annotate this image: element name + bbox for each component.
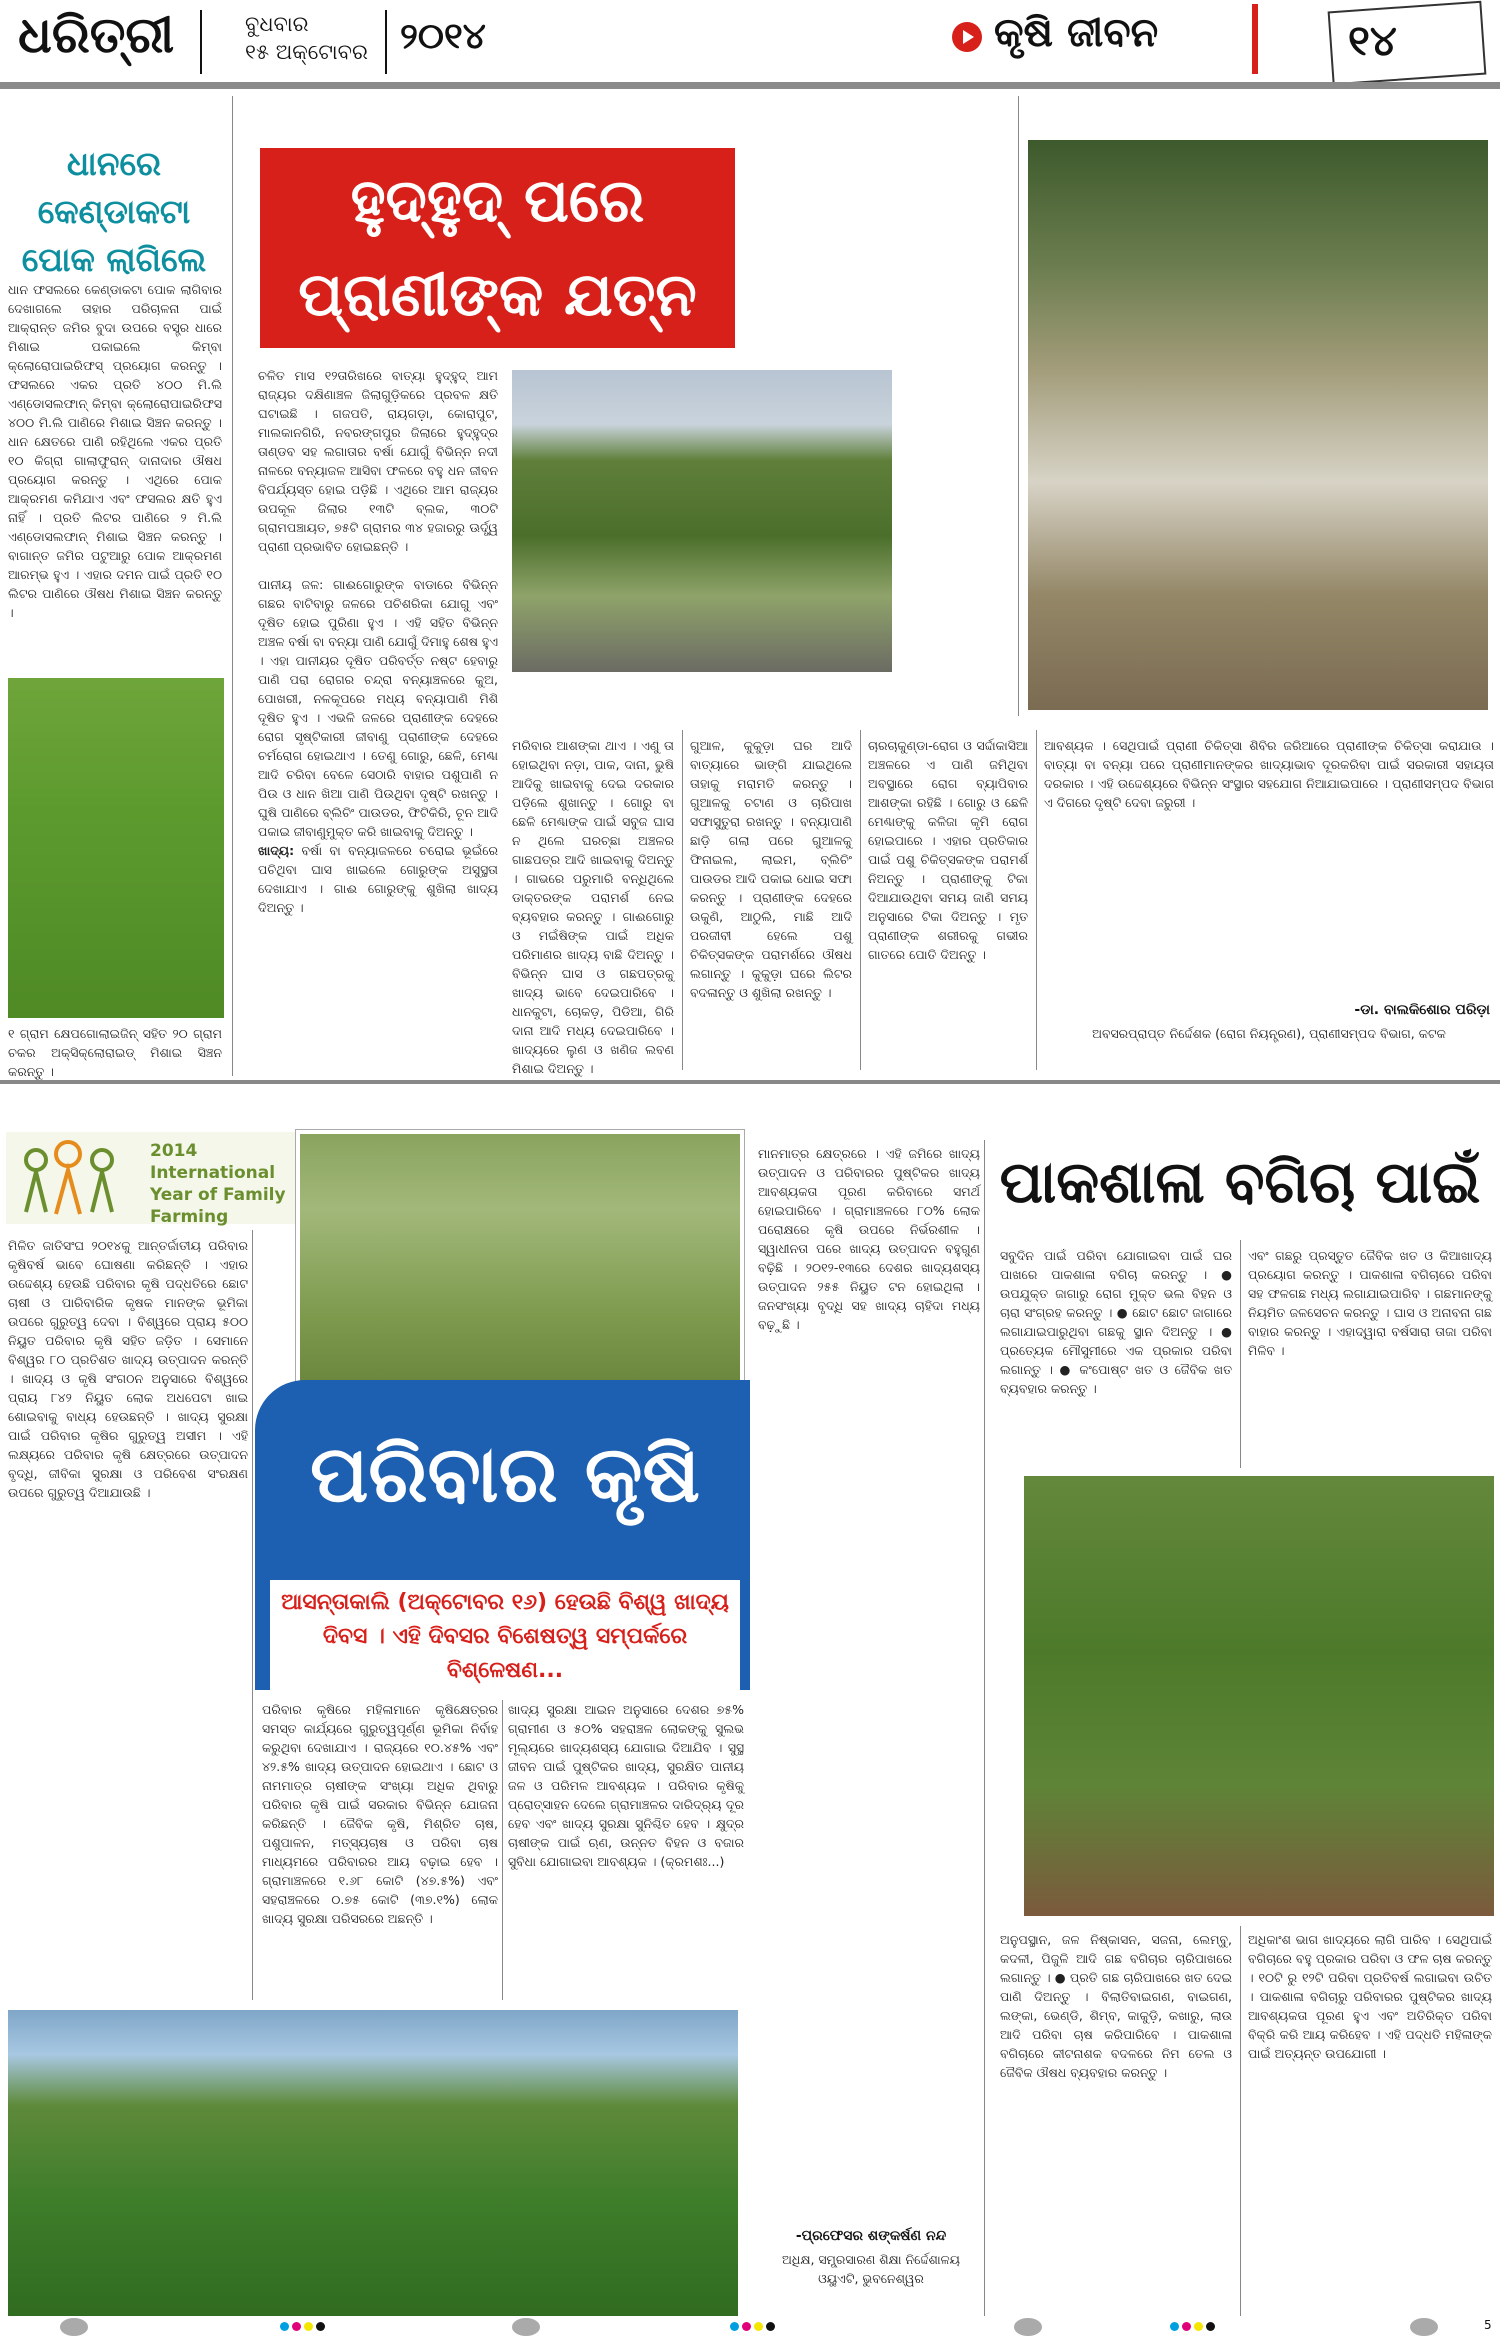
- family-farming-byline: -ପ୍ରଫେସର ଶଙ୍କର୍ଷଣ ନନ୍ଦ: [795, 2228, 947, 2244]
- kitchen-garden-headline: ପାକଶାଳା ବଗିଚା ପାଇଁ: [999, 1148, 1481, 1216]
- column-divider: [1018, 96, 1019, 716]
- kitchen-garden-col-c: ଅନୁପସ୍ଥାନ, ଜଳ ନିଷ୍କାସନ, ସଜନା, ଲେମ୍ବୁ, କଦଳୀ, ପିଜୁଳି ଆଦି ଗଛ ବଗିଚାର ଚାରିପାଖରେ ଲଗାନ୍ତୁ । ● ପ୍ରତି ଗଛ ଚାରିପାଖରେ ଖତ ଦେଇ ପାଣି ଦିଅନ୍ତୁ । ବିଲାତିବାଇଗଣ, ବାଇଗଣ, ଲଙ୍କା, ଭେଣ୍ଡି, ଶିମ୍ବ, କାକୁଡ଼ି, କଖାରୁ, ଲାଉ ଆଦି ପରିବା ଚାଷ କରିପାରିବେ । ପାକଶାଳା ବଗିଚାରେ କୀଟନାଶକ ବଦଳରେ ନିମ ତେଲ ଓ ଜୈବିକ ଔଷଧ ବ୍ୟବହାର କରନ୍ତୁ ।: [1000, 1932, 1232, 2080]
- fallen-tree-photo: [512, 370, 892, 672]
- registration-mark-icon: [60, 2318, 88, 2336]
- date-label: ୧୫ ଅକ୍ଟୋବର: [245, 40, 368, 64]
- masthead-title: ଧରିତ୍ରୀ: [18, 6, 175, 64]
- kitchen-garden-col-d: ଅଧିକାଂଶ ଭାଗ ଖାଦ୍ୟରେ ଲାଗି ପାରିବ । ସେଥିପାଇଁ ବଗିଚାରେ ବହୁ ପ୍ରକାର ପରିବା ଓ ଫଳ ଚାଷ କରନ୍ତୁ । ୧୦ଟି ରୁ ୧୨ଟି ପରିବା ପ୍ରତିବର୍ଷ ଲଗାଇବା ଉଚିତ । ପାକଶାଳା ବଗିଚାରୁ ପରିବାରର ପୁଷ୍ଟିକର ଖାଦ୍ୟ ଆବଶ୍ୟକତା ପୂରଣ ହୁଏ ଏବଂ ଅତିରିକ୍ତ ପରିବା ବିକ୍ରି କରି ଆୟ କରିହେବ । ଏହି ପଦ୍ଧତି ମହିଳାଙ୍କ ପାଇଁ ଅତ୍ୟନ୍ତ ଉପଯୋଗୀ ।: [1248, 1932, 1492, 2061]
- day-label: ବୁଧବାର: [245, 12, 309, 36]
- registration-mark-icon: [1014, 2318, 1042, 2336]
- section-title: କୃଷି ଜୀବନ: [994, 10, 1159, 56]
- family-farming-left-body: [8, 1236, 248, 1996]
- column-divider: [860, 730, 861, 1070]
- column-divider: [502, 1700, 503, 2000]
- black-dot-icon: [766, 2322, 775, 2331]
- yellow-dot-icon: [754, 2322, 763, 2331]
- kitchen-garden-col-a: ସବୁଦିନ ପାଇଁ ପରିବା ଯୋଗାଇବା ପାଇଁ ଘର ପାଖରେ ପାକଶାଳା ବଗିଚା କରନ୍ତୁ । ● ଉପଯୁକ୍ତ ଜାଗାରୁ ରୋଗ ମୁକ୍ତ ଭଲ ବିହନ ଓ ଚାରା ସଂଗ୍ରହ କରନ୍ତୁ । ● ଛୋଟ ଛୋଟ ଜାଗାରେ ଲଗାଯାଇପାରୁଥିବା ଗଛକୁ ସ୍ଥାନ ଦିଅନ୍ତୁ । ● ପ୍ରତ୍ୟେକ ମୌସୁମୀରେ ଏକ ପ୍ରକାର ପରିବା ଲଗାନ୍ତୁ । ● କଂପୋଷ୍ଟ ଖତ ଓ ଜୈବିକ ଖତ ବ୍ୟବହାର କରନ୍ତୁ ।: [1000, 1248, 1232, 1396]
- family-in-field-photo: [8, 2010, 738, 2328]
- black-dot-icon: [316, 2322, 325, 2331]
- black-dot-icon: [1206, 2322, 1215, 2331]
- left-column-body: [8, 280, 222, 670]
- family-farming-left-text: ମିଳିତ ଜାତିସଂଘ ୨୦୧୪କୁ ଆନ୍ତର୍ଜାତୀୟ ପରିବାର କୃଷିବର୍ଷ ଭାବେ ଘୋଷଣା କରିଛନ୍ତି । ଏହାର ଉଦ୍ଦେଶ୍ୟ ହେଉଛି ପରିବାର କୃଷି ପଦ୍ଧତିରେ ଛୋଟ ଚାଷୀ ଓ ପାରିବାରିକ କୃଷକ ମାନଙ୍କ ଭୂମିକା ଉପରେ ଗୁରୁତ୍ୱ ଦେବା । ବିଶ୍ୱରେ ପ୍ରାୟ ୫୦୦ ନିୟୁତ ପରିବାର କୃଷି ସହିତ ଜଡ଼ିତ । ସେମାନେ ବିଶ୍ୱର ୮୦ ପ୍ରତିଶତ ଖାଦ୍ୟ ଉତ୍ପାଦନ କରନ୍ତି । ଖାଦ୍ୟ ଓ କୃଷି ସଂଗଠନ ଅନୁସାରେ ବିଶ୍ୱରେ ପ୍ରାୟ ୮୪୨ ନିୟୁତ ଲୋକ ଅଧପେଟା ଖାଇ ଶୋଇବାକୁ ବାଧ୍ୟ ହେଉଛନ୍ତି । ଖାଦ୍ୟ ସୁରକ୍ଷା ପାଇଁ ପରିବାର କୃଷିର ଗୁରୁତ୍ୱ ଅସୀମ । ଏହି ଲକ୍ଷ୍ୟରେ ପରିବାର କୃଷି କ୍ଷେତ୍ରରେ ଉତ୍ପାଦନ ବୃଦ୍ଧି, ଜୀବିକା ସୁରକ୍ଷା ଓ ପରିବେଶ ସଂରକ୍ଷଣ ଉପରେ ଗୁରୁତ୍ୱ ଦିଆଯାଉଛି ।: [8, 1238, 248, 1500]
- cyan-dot-icon: [730, 2322, 739, 2331]
- kitchen-garden-col-b: ଏବଂ ଗଛରୁ ପ୍ରସ୍ତୁତ ଜୈବିକ ଖତ ଓ କିଆଖାଦ୍ୟ ପ୍ରୟୋଗ କରନ୍ତୁ । ପାକଶାଳା ବଗିଚାରେ ପରିବା ସହ ଫଳଗଛ ମଧ୍ୟ ଲଗାଯାଇପାରିବ । ଗଛମାନଙ୍କୁ ନିୟମିତ ଜଳସେଚନ କରନ୍ତୁ । ଘାସ ଓ ଅନାବନା ଗଛ ବାହାର କରନ୍ତୁ । ଏହାଦ୍ୱାରା ବର୍ଷସାରା ତାଜା ପରିବା ମିଳିବ ।: [1248, 1248, 1492, 1358]
- main-story-col2: ମରିବାର ଆଶଙ୍କା ଥାଏ । ଏଣୁ ତା ହୋଇଥିବା ନଡ଼ା, ପାକ, ଦାନା, ଭୁଷି ଆଦିକୁ ଖାଇବାକୁ ଦେଇ ଦରକାର ପଡ଼ିଲେ ଶୁଖାନ୍ତୁ । ଗୋରୁ ବା ଛେଳି ମେଣ୍ଢାଙ୍କ ପାଇଁ ସବୁଜ ଘାସ ନ ଥିଲେ ଘରଚ୍ଛା ଅଞ୍ଚଳର ଗାଛପତ୍ର ଆଦି ଖାଇବାକୁ ଦିଅନ୍ତୁ । ଗାଭରେ ପରୁମାରି ବନ୍ଧିଥିଲେ ଡାକ୍ତରଙ୍କ ପରାମର୍ଶ ନେଇ ବ୍ୟବହାର କରନ୍ତୁ । ଗାଈଗୋରୁ ଓ ମଇଁଷିଙ୍କ ପାଇଁ ଅଧିକ ପରିମାଣର ଖାଦ୍ୟ ବାଛି ଦିଅନ୍ତୁ । ବିଭିନ୍ନ ଘାସ ଓ ଗଛପତ୍ରକୁ ଖାଦ୍ୟ ଭାବେ ଦେଇପାରିବେ । ଧାନକୁଟା, ଚୋକଡ଼, ପିଡିଆ, ଗିରି ଦାନା ଆଦି ମଧ୍ୟ ଦେଇପାରିବେ । ଖାଦ୍ୟରେ ଲୁଣ ଓ ଖଣିଜ ଲବଣ ମିଶାଇ ଦିଅନ୍ତୁ ।: [512, 738, 674, 1076]
- family-farming-subhead: ଆସନ୍ତାକାଲି (ଅକ୍ଟୋବର ୧୬) ହେଉଛି ବିଶ୍ୱ ଖାଦ୍ୟ ଦିବସ । ଏହି ଦିବସର ବିଶେଷତ୍ୱ ସମ୍ପର୍କରେ ବିଶ୍ଳେଷଣ...: [270, 1580, 740, 1694]
- feed-subhead: ଖାଦ୍ୟ:: [258, 843, 295, 858]
- registration-mark-icon: [1410, 2318, 1438, 2336]
- cattle-feeding-photo: [1028, 140, 1488, 710]
- main-story-col4: ଚାରଚାକୁଣ୍ଡା-ରୋଗ ଓ ସର୍ଦ୍ଦାକାସିଆ ଅଞ୍ଚଳରେ ଏ ପାଣି ଜମିଥିବା ଅବସ୍ଥାରେ ରୋଗ ବ୍ୟାପିବାର ଆଶଙ୍କା ରହିଛି । ଗୋରୁ ଓ ଛେଳି ମେଣ୍ଢାଙ୍କୁ କଳିଜା କୃମି ରୋଗ ହୋଇପାରେ । ଏହାର ପ୍ରତିକାର ପାଇଁ ପଶୁ ଚିକିତ୍ସକଙ୍କ ପରାମର୍ଶ ନିଅନ୍ତୁ । ପ୍ରାଣୀଙ୍କୁ ଟିକା ଦିଆଯାଉଥିବା ସମୟ ଜାଣି ସମୟ ଅନୁସାରେ ଟିକା ଦିଅନ୍ତୁ । ମୃତ ପ୍ରାଣୀଙ୍କ ଶରୀରକୁ ଗଭୀର ଗାତରେ ପୋତି ଦିଅନ୍ତୁ ।: [868, 738, 1028, 962]
- plate-number: 5: [1484, 2318, 1492, 2332]
- yellow-dot-icon: [1194, 2322, 1203, 2331]
- header-rule: [0, 82, 1500, 89]
- family-farming-mid-body: ମାନମାତ୍ର କ୍ଷେତ୍ରରେ । ଏହି ଜମିରେ ଖାଦ୍ୟ ଉତ୍ପାଦନ ଓ ପରିବାରର ପୁଷ୍ଟିକର ଖାଦ୍ୟ ଆବଶ୍ୟକତା ପୂରଣ କରିବାରେ ସମର୍ଥ ହୋଇପାରିବେ । ଗ୍ରାମାଞ୍ଚଳରେ ୮୦% ଲୋକ ପରୋକ୍ଷରେ କୃଷି ଉପରେ ନିର୍ଭରଶୀଳ । ସ୍ୱାଧୀନତା ପରେ ଖାଦ୍ୟ ଉତ୍ପାଦନ ବହୁଗୁଣ ବଢ଼ିଛି । ୨୦୧୨-୧୩ରେ ଦେଶର ଖାଦ୍ୟଶସ୍ୟ ଉତ୍ପାଦନ ୨୫୫ ନିୟୁତ ଟନ ହୋଇଥିଲା । ଜନସଂଖ୍ୟା ବୃଦ୍ଧି ସହ ଖାଦ୍ୟ ଚାହିଦା ମଧ୍ୟ ବଢ଼ୁଛି ।: [758, 1146, 980, 1332]
- column-divider: [252, 1230, 253, 2000]
- cyan-dot-icon: [1170, 2322, 1179, 2331]
- chilli-pot-plants-photo: [1024, 1476, 1494, 1916]
- column-divider: [1036, 730, 1037, 1070]
- cyan-dot-icon: [280, 2322, 289, 2331]
- iyff-logo-text: 2014 International Year of Family Farming: [150, 1141, 286, 1227]
- family-figures-icon: [6, 1132, 146, 1222]
- column-divider: [984, 1140, 985, 2320]
- column-divider: [682, 730, 683, 1070]
- main-story-col5: ଆବଶ୍ୟକ । ସେଥିପାଇଁ ପ୍ରାଣୀ ଚିକିତ୍ସା ଶିବିର ଜରିଆରେ ପ୍ରାଣୀଙ୍କ ଚିକିତ୍ସା କରାଯାଉ । ବାତ୍ୟା ବା ବନ୍ୟା ପରେ ପ୍ରାଣୀମାନଙ୍କର ଖାଦ୍ୟାଭାବ ଦୂରକରିବା ପାଇଁ ସରକାରୀ ସହାୟତା ଦରକାର । ଏହି ଉଦ୍ଦେଶ୍ୟରେ ବିଭିନ୍ନ ସଂସ୍ଥାର ସହଯୋଗ ନିଆଯାଇପାରେ । ପ୍ରାଣୀସମ୍ପଦ ବିଭାଗ ଏ ଦିଗରେ ଦୃଷ୍ଟି ଦେବା ଜରୁରୀ ।: [1044, 738, 1494, 810]
- play-icon: [952, 22, 982, 52]
- column-divider: [232, 96, 233, 1076]
- header-divider: [200, 10, 202, 74]
- main-headline: ହୁଦ୍‌ହୁଦ୍ ପରେ ପ୍ରାଣୀଙ୍କ ଯତ୍ନ: [260, 148, 735, 348]
- left-column-bottom-text: ୧ ଗ୍ରାମ କ୍ଷେପଗୋଲାଇଜିନ୍ ସହିତ ୨୦ ଗ୍ରାମ ଚକର ଅକ୍ସିକ୍ଲୋରାଇଡ୍ ମିଶାଇ ସିଞ୍ଚନ କରନ୍ତୁ ।: [8, 1026, 222, 1079]
- family-farming-bottom-body: ପରିବାର କୃଷିରେ ମହିଳାମାନେ କୃଷିକ୍ଷେତ୍ରର ସମସ୍ତ କାର୍ଯ୍ୟରେ ଗୁରୁତ୍ୱପୂର୍ଣ୍ଣ ଭୂମିକା ନିର୍ବାହ କରୁଥିବା ଦେଖାଯାଏ । ରାଜ୍ୟରେ ୧୦.୪୫% ଏବଂ ୪୨.୫% ଖାଦ୍ୟ ଉତ୍ପାଦନ ହୋଇଥାଏ । ଛୋଟ ଓ ନାମମାତ୍ର ଚାଷୀଙ୍କ ସଂଖ୍ୟା ଅଧିକ ଥିବାରୁ ପରିବାର କୃଷି ପାଇଁ ସରକାର ବିଭିନ୍ନ ଯୋଜନା କରିଛନ୍ତି । ଜୈବିକ କୃଷି, ମିଶ୍ରିତ ଚାଷ, ପଶୁପାଳନ, ମତ୍ସ୍ୟଚାଷ ଓ ପରିବା ଚାଷ ମାଧ୍ୟମରେ ପରିବାରର ଆୟ ବଢ଼ାଇ ହେବ । ଗ୍ରାମାଞ୍ଚଳରେ ୧.୬୮ କୋଟି (୪୭.୫%) ଏବଂ ସହରାଞ୍ଚଳରେ ୦.୭୫ କୋଟି (୩୭.୧%) ଲୋକ ଖାଦ୍ୟ ସୁରକ୍ଷା ପରିସରରେ ଅଛନ୍ତି ।: [262, 1702, 498, 1926]
- family-farming-headline: ପରିବାର କୃଷି: [310, 1430, 700, 1520]
- yellow-dot-icon: [304, 2322, 313, 2331]
- main-story-intro-text: ଚଳିତ ମାସ ୧୨ତାରିଖରେ ବାତ୍ୟା ହୁଦ୍‌ହୁଦ୍ ଆମ ରାଜ୍ୟର ଦକ୍ଷିଣାଞ୍ଚଳ ଜିଲାଗୁଡ଼ିକରେ ପ୍ରବଳ କ୍ଷତି ଘଟାଇଛି । ଗଜପତି, ରାୟଗଡ଼ା, କୋରାପୁଟ, ମାଲକାନଗିରି, ନବରଙ୍ଗପୁର ଜିଲାରେ ହୁଦ୍‌ହୁଦ୍‌ର ତାଣ୍ଡବ ସହ ଲଗାତାର ବର୍ଷା ଯୋଗୁଁ ବିଭିନ୍ନ ନଦୀ ନାଳରେ ବନ୍ୟାଜଳ ଆସିବା ଫଳରେ ବହୁ ଧନ ଜୀବନ ବିପର୍ଯ୍ୟସ୍ତ ହୋଇ ପଡ଼ିଛି । ଏଥିରେ ଆମ ରାଜ୍ୟର ଉପକୂଳ ଜିଲାର ୧୩ଟି ବ୍ଲକ, ୩୦ଟି ଗ୍ରାମପଞ୍ଚାୟତ, ୭୫ଟି ଗ୍ରାମର ୩୪ ହଜାରରୁ ଊର୍ଦ୍ଧ୍ୱ ପ୍ରାଣୀ ପ୍ରଭାବିତ ହୋଇଛନ୍ତି ।: [258, 368, 498, 554]
- main-story-byline-role: ଅବସରପ୍ରାପ୍ତ ନିର୍ଦ୍ଦେଶକ (ରୋଗ ନିୟନ୍ତ୍ରଣ), ପ୍ରାଣୀସମ୍ପଦ ବିଭାଗ, କଟକ: [1092, 1026, 1446, 1041]
- magenta-dot-icon: [742, 2322, 751, 2331]
- left-column-headline: ଧାନରେ କେଣ୍ଡାକଟା ପୋକ ଲାଗିଲେ: [21, 144, 207, 279]
- year-label: ୨୦୧୪: [400, 16, 486, 57]
- date-block: [245, 10, 368, 66]
- main-story-col1-text: ପାନୀୟ ଜଳ: ଗାଈଗୋରୁଙ୍କ ବାଡାରେ ବିଭିନ୍ନ ଗଛର ବାଟିବାରୁ ଜଳରେ ପଚିଶରିକା ଯୋଗୁ ଏବଂ ଦୂଷିତ ହୋଇ ପୁରିଣା ହୁଏ । ଏହି ସହିତ ବିଭିନ୍ନ ଅଞ୍ଚଳ ବର୍ଷା ବା ବନ୍ୟା ପାଣି ଯୋଗୁଁ ଦିମାହୁ ଶେଷ ହୁଏ । ଏହା ପାନୀୟର ଦୂଷିତ ପରିବର୍ତ୍ତ ନଷ୍ଟ ହେବାରୁ ପାଣି ପରା ରୋଗର ଚନ୍ଦ୍ରା ବନ୍ୟାଞ୍ଚଳରେ କୁଅ, ପୋଖରୀ, ନଳକୂପରେ ମଧ୍ୟ ବନ୍ୟାପାଣି ମିଶି ଦୂଷିତ ହୁଏ । ଏଭଳି ଜଳରେ ପ୍ରାଣୀଙ୍କ ଦେହରେ ରୋଗ ସୃଷ୍ଟିକାରୀ ଜୀବାଣୁ ପ୍ରାଣୀଙ୍କ ଦେହରେ ଚର୍ମରୋଗ ହୋଇଥାଏ । ତେଣୁ ଗୋରୁ, ଛେଳି, ମେଣ୍ଢା ଆଦି ଚରିବା ବେଳେ ସେଠାରି ବାହାର ପଶୁପାଣି ନ ପିଉ ଓ ଧାନ ଖିଆ ପାଣି ପିଉଥିବା ଦୃଷ୍ଟି ରଖନ୍ତୁ । ଘୁଷି ପାଣିରେ ବ୍ଲିଚିଂ ପାଉଡର, ଫିଟିକିରି, ଚୂନ ଆଦି ପକାଇ ଜୀବାଣୁମୁକ୍ତ କରି ଖାଇବାକୁ ଦିଅନ୍ତୁ ।: [258, 577, 498, 839]
- page-number: ୧୪: [1348, 16, 1397, 65]
- magenta-dot-icon: [1182, 2322, 1191, 2331]
- registration-mark-icon: [512, 2318, 540, 2336]
- header-divider: [385, 10, 387, 74]
- main-story-feed-text: ବର୍ଷା ବା ବନ୍ୟାଜଳରେ ଚରୋଇ ଭୂଇଁରେ ପଚିଥିବା ଘାସ ଖାଇଲେ ଗୋରୁଙ୍କ ଅସୁସ୍ଥତା ଦେଖାଯାଏ । ଗାଈ ଗୋରୁଙ୍କୁ ଶୁଖିଲା ଖାଦ୍ୟ ଦିଅନ୍ତୁ ।: [258, 843, 498, 915]
- farmer-spraying-photo: [8, 678, 224, 1018]
- column-divider: [1240, 1926, 1241, 2316]
- main-story-byline: -ଡା. ବାଲକିଶୋର ପରିଡ଼ା: [1354, 1002, 1490, 1018]
- magenta-dot-icon: [292, 2322, 301, 2331]
- page-header: [0, 0, 1500, 82]
- main-story-col3: ଗୁଆଳ, କୁକୁଡ଼ା ଘର ଆଦି ବାତ୍ୟାରେ ଭାଙ୍ଗି ଯାଇଥିଲେ ତାହାକୁ ମରାମତି କରନ୍ତୁ । ଗୁଆଳକୁ ଚଟାଣ ଓ ଚାରିପାଖ ସଫାସୁତୁରା ରଖନ୍ତୁ । ବନ୍ୟାପାଣି ଛାଡ଼ି ଗଲା ପରେ ଗୁଆଳକୁ ଫିନାଇଲ, ଲାଇମ, ବ୍ଲିଚିଂ ପାଉଡର ଆଦି ପକାଇ ଧୋଇ ସଫା କରନ୍ତୁ । ପ୍ରାଣୀଙ୍କ ଦେହରେ ଉକୁଣି, ଆଠୁଲି, ମାଛି ଆଦି ପରଜୀବୀ ହେଲେ ପଶୁ ଚିକିତ୍ସକଙ୍କ ପରାମର୍ଶରେ ଔଷଧ ଲଗାନ୍ତୁ । କୁକୁଡ଼ା ଘରେ ଲିଟର ବଦଳାନ୍ତୁ ଓ ଶୁଖିଲା ରଖନ୍ତୁ ।: [690, 738, 852, 1000]
- left-column-text: ଧାନ ଫସଲରେ କେଣ୍ଡାକଟା ପୋକ ଲାଗିବାର ଦେଖାଗଲେ ତାହାର ପରିଚାଳନା ପାଇଁ ଆକ୍ରାନ୍ତ ଜମିର ବୁଦା ଉପରେ ବସ୍ତ୍ର ଧାରେ ମିଶାଇ ପକାଇଲେ କିମ୍ବା କ୍ଲୋରୋପାଇରିଫସ୍ ପ୍ରୟୋଗ କରନ୍ତୁ । ଫସଲରେ ଏକର ପ୍ରତି ୪୦୦ ମି.ଲି ଏଣ୍ଡୋସଲଫାନ୍ କିମ୍ବା କ୍ଲୋରୋପାଇରିଫସ ୪୦୦ ମି.ଲି ପାଣିରେ ମିଶାଇ ସିଞ୍ଚନ କରନ୍ତୁ । ଧାନ କ୍ଷେତରେ ପାଣି ରହିଥିଲେ ଏକର ପ୍ରତି ୧୦ କିଗ୍ରା ଗାଲାଫୁରାନ୍ ଦାନାଦାର ଔଷଧ ପ୍ରୟୋଗ କରନ୍ତୁ । ଏଥିରେ ପୋକ ଆକ୍ରମଣ କମିଯାଏ ଏବଂ ଫସଲର କ୍ଷତି ହୁଏ ନାହିଁ । ପ୍ରତି ଲିଟର ପାଣିରେ ୨ ମି.ଲି ଏଣ୍ଡୋସଲଫାନ୍ ମିଶାଇ ସିଞ୍ଚନ କରନ୍ତୁ । ବାଗାନ୍ତ ଜମିର ପଟୁଆରୁ ପୋକ ଆକ୍ରମଣ ଆରମ୍ଭ ହୁଏ । ଏହାର ଦମନ ପାଇଁ ପ୍ରତି ୧୦ ଲିଟର ପାଣିରେ ଔଷଧ ମିଶାଇ ସିଞ୍ଚନ କରନ୍ତୁ ।: [8, 282, 222, 620]
- section-divider: [0, 1080, 1500, 1084]
- family-farming-bottom-right-body: ଖାଦ୍ୟ ସୁରକ୍ଷା ଆଇନ ଅନୁସାରେ ଦେଶର ୭୫% ଗ୍ରାମୀଣ ଓ ୫୦% ସହରାଞ୍ଚଳ ଲୋକଙ୍କୁ ସୁଲଭ ମୂଲ୍ୟରେ ଖାଦ୍ୟଶସ୍ୟ ଯୋଗାଇ ଦିଆଯିବ । ସୁସ୍ଥ ଜୀବନ ପାଇଁ ପୁଷ୍ଟିକର ଖାଦ୍ୟ, ସୁରକ୍ଷିତ ପାନୀୟ ଜଳ ଓ ପରିମଳ ଆବଶ୍ୟକ । ପରିବାର କୃଷିକୁ ପ୍ରୋତ୍ସାହନ ଦେଲେ ଗ୍ରାମାଞ୍ଚଳର ଦାରିଦ୍ର୍ୟ ଦୂର ହେବ ଏବଂ ଖାଦ୍ୟ ସୁରକ୍ଷା ସୁନିଶ୍ଚିତ ହେବ । କ୍ଷୁଦ୍ର ଚାଷୀଙ୍କ ପାଇଁ ଋଣ, ଉନ୍ନତ ବିହନ ଓ ବଜାର ସୁବିଧା ଯୋଗାଇବା ଆବଶ୍ୟକ । (କ୍ରମଶଃ...): [508, 1702, 744, 1869]
- section-accent-bar: [1252, 4, 1258, 74]
- column-divider: [1240, 1240, 1241, 1468]
- main-story-intro: [258, 366, 498, 1066]
- family-farming-byline-role: ଅଧିକ୍ଷ, ସମ୍ପ୍ରସାରଣ ଶିକ୍ଷା ନିର୍ଦ୍ଦେଶାଳୟ ଓୟୁଏଟି, ଭୁବନେଶ୍ୱର: [782, 2252, 960, 2286]
